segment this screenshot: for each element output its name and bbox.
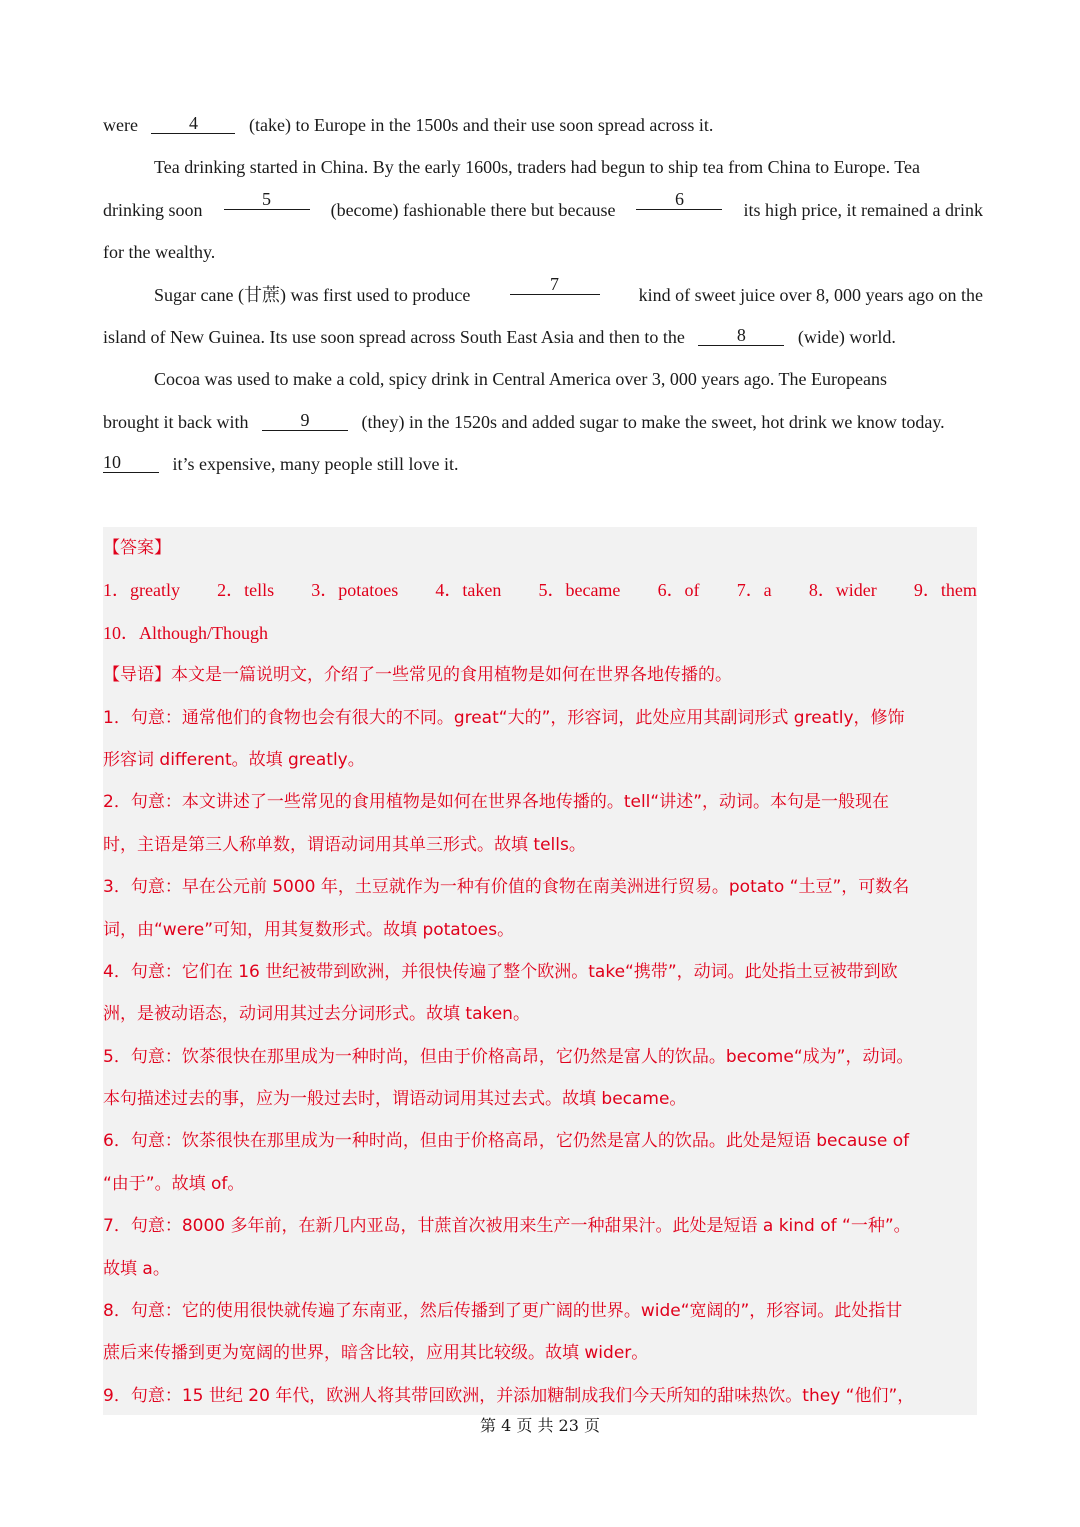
blank-10: 10 (103, 452, 159, 473)
explanation-line: “由于”。故填 of。 (103, 1173, 245, 1194)
explanation-line: 7．句意：8000 多年前，在新几内亚岛，甘蔗首次被用来生产一种甜果汁。此处是短语 a kind of “一种”。 (103, 1216, 911, 1237)
answer-key: 9．them (913, 580, 977, 601)
explanation-line: 1．句意：通常他们的食物也会有很大的不同。great“大的”，形容词，此处应用其副词形式 greatly，修饰 (103, 707, 905, 728)
passage-line: for the wealthy. (103, 242, 216, 263)
explanation-line: 时，主语是第三人称单数，谓语动词用其单三形式。故填 tells。 (103, 834, 586, 855)
answer-key: 8．wider (808, 580, 877, 601)
explanation-line: 洲，是被动语态，动词用其过去分词形式。故填 taken。 (103, 1004, 530, 1025)
passage-line: drinking soon 5 (become) fashionable there but because 6 its high price, it remained a drink (103, 188, 983, 220)
answer-keys (103, 569, 977, 611)
blank-9: 9 (262, 410, 348, 431)
explanation-line: 4．句意：它们在 16 世纪被带到欧洲，并很快传遍了整个欧洲。take“携带”，动词。此处指土豆被带到欧 (103, 961, 898, 982)
answer-key: 2．tells (217, 580, 275, 601)
blank-4: 4 (151, 113, 235, 134)
passage (103, 104, 983, 486)
blank-5: 5 (224, 189, 310, 210)
explanation-line: 故填 a。 (103, 1258, 170, 1279)
page-footer: 第 4 页 共 23 页 (480, 1416, 600, 1435)
explanation-line: 2．句意：本文讲述了一些常见的食用植物是如何在世界各地传播的。tell“讲述”，动词。本句是一般现在 (103, 792, 889, 813)
explanation-line: 3．句意：早在公元前 5000 年，土豆就作为一种有价值的食物在南美洲进行贸易。potato “土豆”，可数名 (103, 877, 910, 898)
explanation-line: 形容词 different。故填 greatly。 (103, 749, 365, 770)
answer-key: 3．potatoes (311, 580, 399, 601)
passage-line: Sugar cane (甘蔗) was first used to produce 7 kind of sweet juice over 8, 000 years ago on the (154, 273, 983, 305)
explanation-line: 9．句意：15 世纪 20 年代，欧洲人将其带回欧洲，并添加糖制成我们今天所知的甜味热饮。they “他们”， (103, 1385, 915, 1406)
explanation-line: 6．句意：饮茶很快在那里成为一种时尚，但由于价格高昂，它仍然是富人的饮品。此处是短语 because of (103, 1131, 910, 1152)
explanation-line: 8．句意：它的使用很快就传遍了东南亚，然后传播到了更广阔的世界。wide“宽阔的”，形容词。此处指甘 (103, 1301, 903, 1322)
blank-8: 8 (698, 325, 784, 346)
answer-key: 10．Although/Though (103, 622, 268, 643)
passage-line: brought it back with 9 (they) in the 1520s and added sugar to make the sweet, hot drink we know today. (103, 409, 945, 432)
answer-key: 6．of (657, 580, 700, 601)
passage-line: 10 it’s expensive, many people still love it. (103, 452, 459, 475)
answer-key: 7．a (736, 580, 772, 601)
passage-line: Cocoa was used to make a cold, spicy drink in Central America over 3, 000 years ago. The Europeans (154, 369, 887, 390)
explanation-line: 词，由“were”可知，用其复数形式。故填 potatoes。 (103, 919, 515, 940)
passage-line: island of New Guinea. Its use soon spread across South East Asia and then to the 8 (wide) world. (103, 324, 896, 347)
explanation-line: 本句描述过去的事，应为一般过去时，谓语动词用其过去式。故填 became。 (103, 1089, 687, 1110)
answer-heading: 【答案】 (103, 538, 171, 558)
passage-line: were 4 (take) to Europe in the 1500s and their use soon spread across it. (103, 113, 714, 135)
answer-key: 1．greatly (103, 580, 180, 601)
answer-key: 4．taken (435, 580, 502, 601)
passage-line: Tea drinking started in China. By the early 1600s, traders had begun to ship tea from China to Europe. Tea (154, 157, 920, 178)
answer-section (103, 527, 983, 1417)
blank-7: 7 (510, 274, 600, 295)
explanation-line: 5．句意：饮茶很快在那里成为一种时尚，但由于价格高昂，它仍然是富人的饮品。become“成为”，动词。 (103, 1046, 914, 1067)
intro-line: 【导语】本文是一篇说明文，介绍了一些常见的食用植物是如何在世界各地传播的。 (103, 665, 732, 686)
blank-6: 6 (636, 189, 722, 210)
answer-key: 5．became (538, 580, 621, 601)
explanation-line: 蔗后来传播到更为宽阔的世界，暗含比较，应用其比较级。故填 wider。 (103, 1343, 649, 1364)
